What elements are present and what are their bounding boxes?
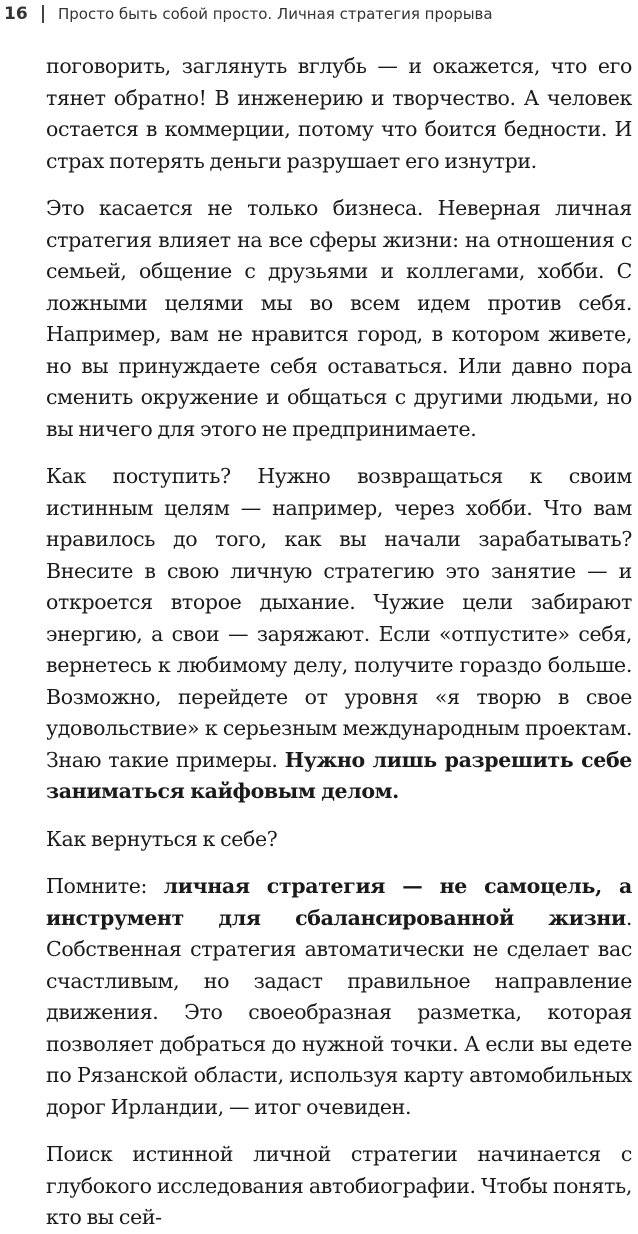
bold-emphasis: личная стратегия — не самоцель, а инструмент для сбалансированной жизни xyxy=(46,874,632,930)
page-header xyxy=(0,0,638,28)
paragraph-4: Как вернуться к себе? xyxy=(46,826,278,851)
page-number: 16 xyxy=(4,4,28,24)
paragraph-1: поговорить, заглянуть вглубь — и окажется, что его тянет обратно! В инженерию и творчество. А человек остается в коммерции, потому что боится бедности. И страх потерять деньги разрушает его изнутри. xyxy=(46,54,632,173)
paragraph-2: Это касается не только бизнеса. Неверная личная стратегия влияет на все сферы жизни: на отношения с семьей, общение с друзьями и коллегами, хобби. С ложными целями мы во всем идем против себя. Например, вам не нравится город, в котором живете, но вы принуждаете себя оставаться. Или давно пора сменить окружение и общаться с другими людьми, но вы ничего для этого не предпринимаете. xyxy=(46,196,632,441)
header-divider xyxy=(42,5,44,23)
paragraph-5: Помните: личная стратегия — не самоцель, а инструмент для сбалансированной жизни. Собственная стратегия автоматически не сделает вас счастливым, но задаст правильное направление движения. Это своеобразная разметка, которая позволяет добраться до нужной точки. А если вы едете по Рязанской области, используя карту автомобильных дорог Ирландии, — итог очевиден. xyxy=(46,874,632,1119)
paragraph-6: Поиск истинной личной стратегии начинается с глубокого исследования автобиографии. Чтобы понять, кто вы сей- xyxy=(46,1142,632,1229)
body-text xyxy=(46,51,632,1234)
running-title: Просто быть собой просто. Личная стратегия прорыва xyxy=(58,5,493,23)
bold-emphasis: Нужно лишь разрешить себе заниматься кайфовым делом. xyxy=(46,747,632,803)
paragraph-3: Как поступить? Нужно возвращаться к своим истинным целям — например, через хобби. Что вам нравилось до того, как вы начали зарабатывать? Внесите в свою личную стратегию это занятие — и откроется второе дыхание. Чужие цели забирают энергию, а свои — заряжают. Если «отпустите» себя, вернетесь к любимому делу, получите гораздо больше. Возможно, перейдете от уровня «я творю в свое удовольствие» к серьезным международным проектам. Знаю такие примеры. Нужно лишь разрешить себе заниматься кайфовым делом. xyxy=(46,464,632,803)
